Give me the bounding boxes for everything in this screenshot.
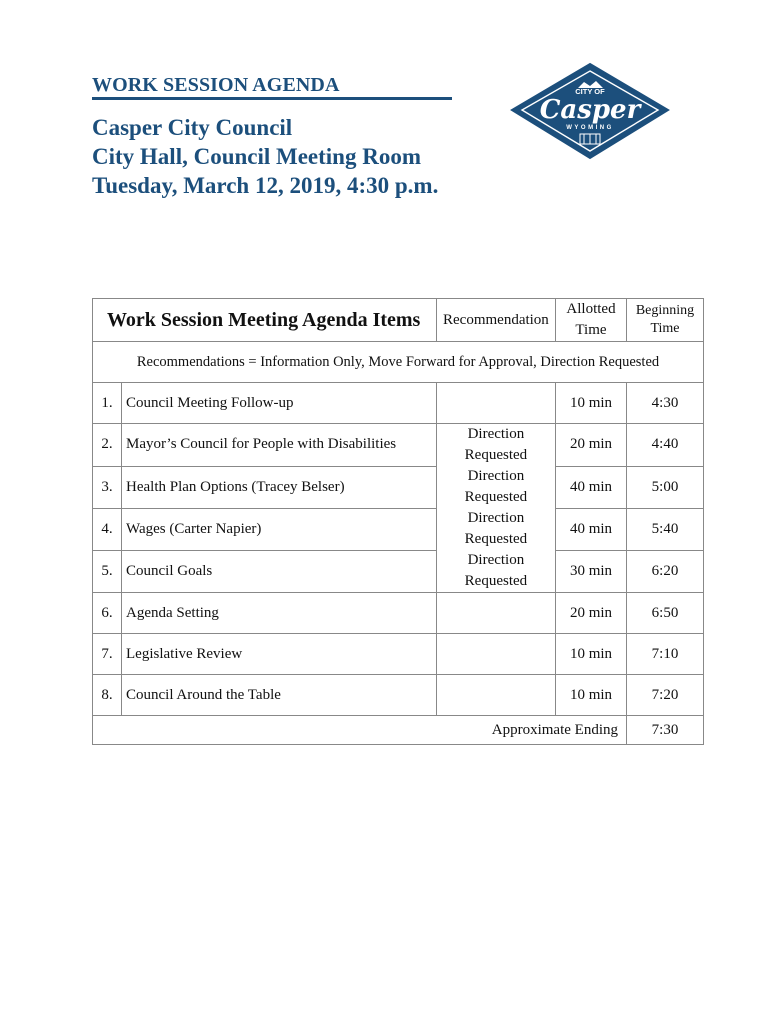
item-number: 6. (93, 593, 122, 634)
item-allotted: 40 min (556, 466, 627, 508)
item-allotted: 10 min (556, 634, 627, 675)
table-row (93, 383, 704, 424)
recommendation-line2: Requested (464, 573, 528, 589)
table-row (93, 424, 704, 467)
table-row (93, 466, 704, 508)
item-beginning: 6:20 (627, 550, 704, 593)
header-recommendation: Recommendation (436, 299, 555, 342)
recommendation-line1: Direction (467, 552, 525, 568)
item-allotted: 20 min (556, 424, 627, 467)
header-beginning-line1: Beginning (635, 303, 695, 318)
item-beginning: 7:20 (627, 675, 704, 716)
agenda-type-label: WORK SESSION AGENDA (92, 74, 340, 96)
item-recommendation (436, 508, 555, 550)
table-row (93, 508, 704, 550)
item-number: 1. (93, 383, 122, 424)
agenda-table (92, 298, 704, 745)
item-description: Wages (Carter Napier) (122, 508, 437, 550)
item-allotted: 30 min (556, 550, 627, 593)
header-allotted-line1: Allotted (566, 301, 616, 317)
item-beginning: 4:40 (627, 424, 704, 467)
recommendation-line1: Direction (467, 510, 525, 526)
table-header-row (93, 299, 704, 342)
recommendation-line2: Requested (464, 531, 528, 547)
item-description: Legislative Review (122, 634, 437, 675)
item-recommendation (436, 550, 555, 593)
item-recommendation (436, 383, 555, 424)
header-agenda-items: Work Session Meeting Agenda Items (93, 299, 437, 342)
item-recommendation (436, 424, 555, 467)
table-row (93, 634, 704, 675)
item-number: 3. (93, 466, 122, 508)
item-beginning: 7:10 (627, 634, 704, 675)
item-description: Health Plan Options (Tracey Belser) (122, 466, 437, 508)
meeting-location: City Hall, Council Meeting Room (92, 144, 421, 169)
item-allotted: 40 min (556, 508, 627, 550)
recommendation-line2: Requested (464, 489, 528, 505)
approximate-ending-time: 7:30 (627, 716, 704, 745)
table-row (93, 675, 704, 716)
table-row (93, 550, 704, 593)
recommendation-line2: Requested (464, 447, 528, 463)
item-recommendation (436, 634, 555, 675)
item-beginning: 6:50 (627, 593, 704, 634)
item-description: Agenda Setting (122, 593, 437, 634)
recommendation-legend: Recommendations = Information Only, Move Forward for Approval, Direction Requested (93, 342, 704, 383)
item-recommendation (436, 593, 555, 634)
header-rule (92, 97, 452, 100)
header-beginning-time (627, 299, 704, 342)
recommendation-line1: Direction (467, 468, 525, 484)
header-allotted-time (556, 299, 627, 342)
header-allotted-line2: Time (575, 322, 607, 338)
logo-main-text: Casper (539, 95, 641, 125)
item-number: 8. (93, 675, 122, 716)
item-number: 2. (93, 424, 122, 467)
item-number: 5. (93, 550, 122, 593)
item-beginning: 4:30 (627, 383, 704, 424)
item-allotted: 10 min (556, 675, 627, 716)
meeting-datetime: Tuesday, March 12, 2019, 4:30 p.m. (92, 173, 439, 198)
item-description: Council Meeting Follow-up (122, 383, 437, 424)
item-beginning: 5:00 (627, 466, 704, 508)
logo-sub-text: WYOMING (566, 125, 614, 131)
meeting-title-block (92, 113, 438, 200)
recommendation-legend-row (93, 342, 704, 383)
header-beginning-line2: Time (650, 321, 680, 336)
item-beginning: 5:40 (627, 508, 704, 550)
approximate-ending-label: Approximate Ending (93, 716, 627, 745)
item-allotted: 10 min (556, 383, 627, 424)
approximate-ending-row (93, 716, 704, 745)
item-number: 7. (93, 634, 122, 675)
item-recommendation (436, 675, 555, 716)
item-allotted: 20 min (556, 593, 627, 634)
recommendation-line1: Direction (467, 426, 525, 442)
table-row (93, 593, 704, 634)
logo-top-text: CITY OF (575, 87, 605, 96)
item-recommendation (436, 466, 555, 508)
item-number: 4. (93, 508, 122, 550)
item-description: Council Goals (122, 550, 437, 593)
item-description: Council Around the Table (122, 675, 437, 716)
council-name: Casper City Council (92, 115, 293, 140)
item-description: Mayor’s Council for People with Disabilities (122, 424, 437, 467)
city-of-casper-logo (508, 62, 672, 162)
